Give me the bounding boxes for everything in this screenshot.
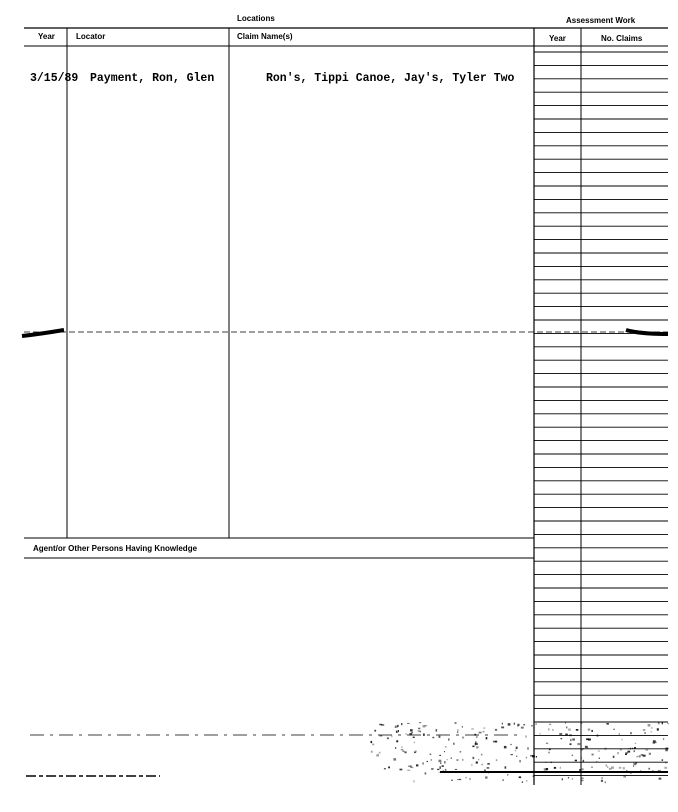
scan-speck (407, 770, 410, 771)
scan-speck (623, 775, 626, 777)
scan-speck (641, 754, 644, 755)
scan-speck (551, 762, 552, 764)
scan-speck (617, 752, 618, 754)
scan-speck (425, 772, 427, 774)
scan-speck (418, 728, 420, 730)
scan-speck (646, 749, 649, 751)
scan-speck (430, 754, 432, 755)
scan-speck (549, 724, 551, 725)
scan-speck (412, 767, 414, 768)
locator-column-header: Locator (76, 32, 106, 41)
scan-speck (488, 772, 489, 774)
scan-speck (523, 724, 525, 725)
scan-speck (381, 724, 384, 726)
scan-speck (658, 723, 660, 725)
scan-speck (425, 725, 428, 726)
scan-speck (495, 741, 497, 743)
scan-speck (633, 765, 634, 767)
scan-speck (568, 729, 571, 731)
scan-speck (549, 748, 551, 750)
scan-speck (519, 776, 521, 778)
scan-speck (658, 770, 661, 771)
scan-speck (473, 757, 475, 759)
locations-heading: Locations (237, 14, 275, 23)
scan-speck (505, 766, 507, 768)
scan-speck (559, 733, 562, 734)
scan-speck (514, 723, 515, 725)
scan-speck (510, 744, 512, 745)
scan-speck (522, 781, 523, 783)
scan-speck (634, 750, 636, 752)
scan-speck (462, 726, 463, 728)
scan-speck (379, 752, 381, 754)
scan-speck (453, 743, 455, 745)
scan-speck (462, 737, 464, 739)
scan-speck (516, 747, 518, 749)
scan-speck (548, 752, 549, 754)
scan-speck (472, 746, 474, 748)
scan-speck (606, 723, 609, 725)
scan-speck (652, 770, 654, 771)
scan-speck (384, 768, 386, 769)
scan-speck (465, 777, 466, 778)
scan-speck (546, 768, 548, 770)
scan-speck (601, 780, 603, 782)
scan-speck (400, 769, 403, 771)
scan-speck (474, 734, 476, 736)
scan-speck (581, 723, 583, 724)
scan-speck (637, 756, 638, 757)
scan-speck (648, 724, 651, 727)
scan-speck (504, 746, 507, 749)
scan-speck (588, 729, 591, 731)
scan-speck (598, 751, 600, 752)
scan-speck (371, 751, 373, 753)
scan-speck (439, 766, 441, 768)
scan-speck (487, 763, 490, 764)
scan-speck (395, 726, 398, 729)
scan-speck (591, 767, 592, 768)
scan-speck (413, 780, 414, 782)
scan-speck (507, 774, 508, 776)
scan-speck (583, 748, 585, 749)
scan-speck (462, 759, 463, 761)
scan-speck (540, 733, 541, 734)
scan-speck (515, 750, 516, 752)
scan-speck (445, 769, 447, 771)
scan-speck (560, 767, 561, 769)
scan-speck (665, 762, 666, 764)
scan-speck (401, 723, 402, 725)
scan-speck (444, 761, 445, 764)
scan-speck (511, 754, 513, 755)
scan-speck (587, 747, 589, 749)
scan-speck (622, 739, 623, 741)
scan-speck (398, 730, 399, 732)
scan-speck (479, 732, 482, 734)
scan-speck (613, 729, 615, 730)
scan-speck (519, 760, 520, 762)
scan-speck (562, 778, 563, 780)
scan-speck (457, 729, 458, 730)
scan-speck (644, 732, 645, 734)
scan-speck (379, 735, 382, 736)
scan-speck (416, 764, 418, 766)
scan-speck (526, 780, 528, 781)
scan-speck (630, 771, 632, 773)
scan-speck (607, 766, 608, 768)
scan-speck (481, 754, 483, 756)
scan-speck (662, 722, 663, 724)
scan-speck (648, 768, 650, 770)
scan-speck (606, 765, 608, 767)
scan-speck (517, 724, 519, 726)
scan-speck (599, 758, 600, 759)
scan-speck (653, 742, 655, 744)
scan-speck (442, 765, 444, 767)
scan-speck (635, 743, 637, 744)
scan-speck (391, 735, 392, 737)
scan-speck (535, 723, 537, 725)
scan-speck (576, 729, 579, 731)
no-claims-column-header: No. Claims (601, 34, 643, 43)
scan-speck (483, 731, 485, 732)
scan-speck (665, 749, 668, 751)
entry-claim-names: Ron's, Tippi Canoe, Jay's, Tyler Two (266, 72, 515, 85)
scan-speck (664, 767, 667, 769)
scan-speck (414, 742, 415, 744)
scan-noise (371, 722, 669, 783)
scan-speck (396, 731, 398, 733)
scan-speck (625, 752, 628, 754)
scan-speck (532, 755, 535, 757)
scan-speck (525, 735, 526, 737)
scan-speck (581, 780, 583, 782)
scan-speck (469, 778, 471, 780)
scan-speck (395, 747, 396, 749)
scan-speck (403, 751, 405, 752)
scan-speck (418, 730, 421, 732)
entry-locator: Payment, Ron, Glen (90, 72, 215, 85)
scan-speck (405, 733, 407, 734)
scan-speck (526, 757, 527, 759)
scan-speck (663, 738, 664, 740)
scan-speck (626, 770, 627, 771)
scan-speck (554, 767, 556, 769)
scan-speck (502, 723, 503, 725)
scan-speck (457, 731, 458, 732)
scan-speck (596, 761, 597, 762)
scan-speck (651, 727, 653, 728)
scan-speck (586, 738, 589, 740)
scan-speck (444, 751, 445, 752)
scan-speck (570, 739, 571, 742)
scan-speck (545, 762, 547, 763)
scan-speck (431, 768, 433, 770)
scan-speck (575, 760, 577, 762)
scan-speck (623, 767, 625, 769)
scan-speck (548, 728, 549, 730)
scan-speck (445, 746, 447, 748)
scan-speck (570, 743, 572, 745)
scan-speck (565, 734, 568, 736)
scan-speck (371, 741, 373, 743)
scan-speck (396, 740, 398, 742)
scan-speck (605, 782, 606, 784)
scan-speck (456, 759, 458, 761)
scan-speck (666, 748, 669, 750)
scan-speck (634, 747, 636, 749)
scan-speck (531, 725, 533, 726)
scan-speck (432, 737, 434, 738)
entry-year: 3/15/89 (30, 72, 79, 85)
scan-speck (592, 754, 594, 756)
scan-speck (457, 779, 460, 780)
left-bracket-mark (22, 330, 64, 336)
scan-speck (521, 727, 524, 729)
scan-speck (484, 770, 486, 772)
scan-speck (657, 728, 659, 730)
scan-speck (393, 758, 396, 760)
scan-speck (423, 734, 425, 736)
claim-names-column-header: Claim Name(s) (237, 32, 293, 41)
scan-speck (495, 729, 497, 731)
scan-speck (455, 722, 457, 724)
scan-speck (476, 746, 478, 748)
scan-speck (630, 748, 631, 750)
scan-speck (569, 735, 572, 737)
scan-speck (572, 778, 573, 780)
scan-speck (387, 737, 389, 739)
scan-speck (455, 769, 457, 770)
scan-speck (625, 754, 627, 755)
scan-speck (582, 778, 584, 779)
scan-speck (451, 780, 453, 781)
scan-speck (619, 767, 621, 769)
scan-speck (591, 730, 593, 732)
scan-speck (579, 769, 580, 772)
scan-speck (486, 737, 488, 739)
scan-speck (527, 747, 528, 749)
scan-speck (376, 754, 379, 756)
scan-speck (662, 759, 664, 760)
scan-speck (533, 775, 535, 777)
scan-speck (501, 727, 504, 729)
scan-speck (427, 761, 429, 762)
scan-speck (388, 767, 390, 769)
scan-speck (471, 764, 472, 766)
scan-speck (475, 743, 478, 745)
scan-speck (572, 738, 575, 740)
scan-speck (581, 757, 582, 758)
scan-speck (502, 779, 503, 781)
scan-speck (460, 751, 462, 752)
scan-speck (597, 735, 599, 737)
scan-speck (440, 762, 441, 764)
scan-speck (451, 758, 452, 759)
scan-speck (601, 777, 602, 779)
assessment-row-lines (534, 52, 668, 776)
scan-speck (414, 752, 416, 753)
scan-speck (476, 762, 478, 764)
scan-speck (650, 731, 652, 732)
scan-speck (439, 755, 441, 756)
scan-speck (611, 766, 614, 768)
scan-speck (613, 756, 615, 758)
scan-speck (487, 767, 490, 769)
scan-speck (374, 730, 376, 732)
scan-speck (649, 753, 651, 755)
scan-speck (536, 756, 537, 758)
scan-speck (643, 729, 645, 731)
scan-speck (659, 778, 662, 780)
scan-speck (565, 723, 566, 724)
scan-speck (668, 723, 669, 724)
scan-speck (619, 733, 620, 735)
scan-speck (516, 756, 517, 757)
scan-speck (443, 770, 444, 772)
scan-speck (552, 729, 554, 731)
assessment-year-column-header: Year (549, 34, 566, 43)
scan-speck (422, 762, 424, 764)
scan-speck (412, 732, 413, 734)
scan-speck (431, 759, 432, 761)
scan-speck (581, 768, 584, 770)
scan-speck (410, 729, 413, 731)
scan-speck (439, 772, 440, 773)
scan-speck (404, 751, 406, 753)
scan-speck (640, 770, 641, 772)
scan-speck (476, 736, 478, 738)
scan-speck (481, 764, 483, 766)
scan-speck (483, 727, 485, 728)
scan-speck (413, 737, 415, 738)
scan-speck (437, 769, 439, 770)
scan-speck (514, 771, 515, 772)
scan-speck (448, 738, 450, 740)
scan-speck (633, 763, 635, 765)
scan-speck (566, 727, 567, 729)
scan-speck (478, 759, 479, 761)
scan-speck (407, 723, 410, 724)
scan-speck (568, 777, 569, 778)
scan-speck (604, 748, 606, 750)
assessment-work-heading: Assessment Work (566, 16, 636, 25)
scan-speck (561, 738, 563, 739)
scan-speck (508, 723, 511, 725)
scan-speck (628, 751, 631, 753)
scan-speck (401, 746, 402, 748)
scan-speck (628, 748, 630, 749)
scan-speck (583, 760, 585, 762)
scan-speck (439, 760, 442, 762)
scan-speck (620, 749, 622, 750)
scan-speck (572, 755, 574, 756)
scan-speck (485, 776, 487, 778)
scan-speck (419, 722, 421, 723)
agent-section-label: Agent/or Other Persons Having Knowledge (33, 544, 198, 553)
scan-speck (401, 749, 404, 750)
scan-speck (631, 732, 632, 734)
scan-speck (632, 748, 633, 749)
scan-speck (439, 736, 441, 738)
scan-speck (436, 729, 438, 732)
scan-speck (577, 743, 580, 745)
scan-speck (372, 744, 374, 746)
scan-speck (546, 743, 548, 744)
scan-speck (639, 755, 641, 757)
scan-speck (447, 759, 448, 760)
scan-speck (471, 728, 473, 729)
scan-speck (496, 759, 498, 761)
year-column-header: Year (38, 32, 55, 41)
